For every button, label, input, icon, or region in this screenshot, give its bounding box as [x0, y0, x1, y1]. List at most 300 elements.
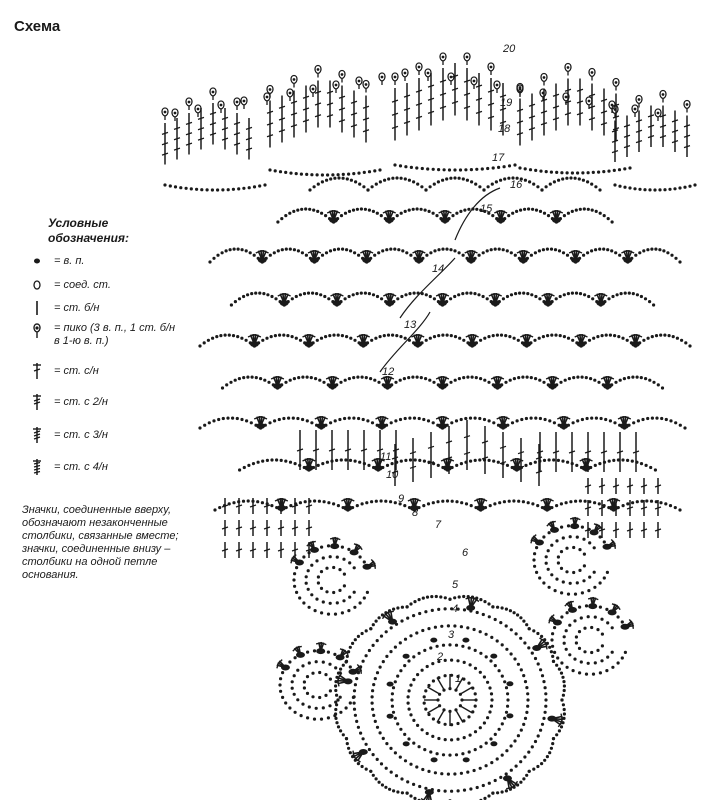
- chain-stitch: [565, 177, 568, 180]
- stitch-column: [636, 111, 642, 153]
- picot-icon: [392, 73, 398, 85]
- picot-icon: [310, 85, 316, 97]
- chain-stitch: [494, 664, 497, 667]
- chain-stitch: [263, 379, 266, 382]
- chain-stitch: [514, 292, 517, 295]
- chain-stitch: [278, 683, 281, 686]
- chain-stitch: [559, 295, 562, 298]
- chain-stitch: [498, 248, 501, 251]
- chain-stitch: [340, 214, 343, 217]
- chain-stitch: [320, 212, 323, 215]
- chain-stitch: [563, 708, 566, 711]
- picot-loop: [287, 89, 293, 101]
- chain-stitch: [579, 499, 582, 502]
- chain-stitch: [531, 502, 534, 505]
- picot-dot: [634, 108, 637, 111]
- chain-stitch: [566, 254, 569, 257]
- chain-stitch: [565, 648, 568, 651]
- picot-icon: [488, 63, 494, 75]
- stitch-cluster: [403, 654, 410, 659]
- chain-stitch: [582, 579, 585, 582]
- row-number: 14: [432, 263, 445, 275]
- chain-stitch: [225, 383, 228, 386]
- chain-stitch: [462, 339, 465, 342]
- chain-stitch: [456, 722, 459, 725]
- chain-stitch: [426, 665, 429, 668]
- chain-stitch: [526, 376, 529, 379]
- chain-stitch: [211, 337, 214, 340]
- chain-stitch: [212, 257, 215, 260]
- chain-stitch: [555, 539, 558, 542]
- chain-stitch: [596, 628, 599, 631]
- picot-icon: [416, 63, 422, 75]
- chain-stitch: [169, 184, 172, 187]
- chain-stitch: [638, 188, 641, 191]
- chain-stitch: [553, 651, 556, 654]
- legend-item-label: = ст. с 3/н: [54, 428, 108, 441]
- chain-stitch: [515, 210, 518, 213]
- chain-stitch: [341, 248, 344, 251]
- chain-stitch: [371, 185, 374, 188]
- chain-stitch: [369, 770, 372, 773]
- chain-stitch: [374, 720, 377, 723]
- chain-stitch: [575, 209, 578, 212]
- chain-stitch: [590, 651, 593, 654]
- picot-dot: [212, 91, 215, 94]
- chain-stitch: [552, 458, 555, 461]
- chain-stitch: [567, 212, 570, 215]
- chain-stitch: [609, 334, 612, 337]
- chain-stitch: [404, 177, 407, 180]
- chain-stitch: [486, 167, 489, 170]
- chain-stitch: [479, 598, 482, 601]
- picot-icon: [540, 89, 546, 101]
- chain-stitch: [324, 694, 327, 697]
- chain-stitch: [231, 417, 234, 420]
- chain-stitch: [539, 170, 542, 173]
- chain-stitch: [552, 737, 555, 740]
- chain-stitch: [362, 737, 365, 740]
- chain-stitch: [469, 787, 472, 790]
- chain-stitch: [409, 713, 412, 716]
- chain-stitch: [251, 376, 254, 379]
- chain-stitch: [664, 502, 667, 505]
- chain-stitch: [515, 632, 518, 635]
- chain-stitch: [448, 643, 451, 646]
- chain-stitch: [465, 502, 468, 505]
- chain-stitch: [558, 668, 561, 671]
- chain-stitch: [363, 560, 366, 563]
- chain-stitch: [566, 171, 569, 174]
- chain-stitch: [429, 337, 432, 340]
- chain-stitch: [360, 207, 363, 210]
- chain-stitch: [306, 419, 309, 422]
- stitch-column: [404, 83, 410, 136]
- chain-stitch: [336, 601, 339, 604]
- chain-stitch: [361, 632, 364, 635]
- chain-stitch: [598, 248, 601, 251]
- chain-stitch: [581, 591, 584, 594]
- chain-stitch: [581, 526, 584, 529]
- chain-stitch: [511, 421, 514, 424]
- chain-stitch: [514, 254, 517, 257]
- chain-stitch: [295, 337, 298, 340]
- chain-stitch: [659, 501, 662, 504]
- chain-stitch: [424, 377, 427, 380]
- chain-stitch: [562, 694, 565, 697]
- chain-stitch: [318, 696, 321, 699]
- chain-stitch: [545, 185, 548, 188]
- picot-loop: [218, 101, 224, 113]
- chain-stitch: [307, 588, 310, 591]
- chain-stitch: [449, 297, 452, 300]
- stitch-column: [641, 522, 647, 538]
- chain-stitch: [317, 581, 320, 584]
- chain-stitch: [338, 568, 341, 571]
- chain-stitch: [433, 297, 436, 300]
- stitch-fan: [588, 598, 598, 610]
- chain-stitch: [280, 217, 283, 220]
- chain-stitch: [576, 419, 579, 422]
- stitch-base: [603, 383, 612, 389]
- chain-stitch: [501, 643, 504, 646]
- chain-stitch: [618, 185, 621, 188]
- chain-stitch: [362, 660, 365, 663]
- stitch-top: [633, 623, 634, 629]
- chain-stitch: [302, 555, 305, 558]
- stitch-fan: [436, 294, 449, 306]
- note-line: значки, соединенные внизу –: [22, 543, 171, 555]
- chain-stitch: [307, 292, 310, 295]
- chain-stitch: [602, 248, 605, 251]
- chain-stitch: [525, 711, 528, 714]
- chain-stitch: [372, 644, 375, 647]
- chain-stitch: [550, 638, 553, 641]
- chain-stitch: [320, 337, 323, 340]
- chain-stitch: [357, 254, 360, 257]
- chain-stitch: [593, 586, 596, 589]
- stitch-base: [310, 257, 319, 263]
- chain-stitch: [406, 780, 409, 783]
- chain-stitch: [305, 582, 308, 585]
- chain-stitch: [392, 789, 395, 792]
- chain-stitch: [362, 418, 365, 421]
- chain-stitch: [456, 738, 459, 741]
- chain-stitch: [437, 334, 440, 337]
- chain-stitch: [296, 698, 299, 701]
- stitch-base: [362, 257, 371, 263]
- picot-loop: [315, 66, 321, 78]
- stitch-base: [548, 383, 557, 389]
- chain-stitch: [651, 335, 654, 338]
- chain-stitch: [518, 292, 521, 295]
- chain-stitch: [562, 580, 565, 583]
- chain-stitch: [491, 183, 494, 186]
- stitch-fan: [557, 417, 570, 429]
- chain-stitch: [499, 179, 502, 182]
- legend-item-label: = в. п.: [54, 254, 85, 267]
- chain-stitch: [587, 662, 590, 665]
- chain-stitch: [674, 421, 677, 424]
- chain-stitch: [680, 339, 683, 342]
- chain-stitch: [337, 334, 340, 337]
- stitch-column: [264, 520, 270, 536]
- picot-dot: [611, 104, 614, 107]
- stitch-column: [246, 118, 252, 160]
- chain-stitch: [614, 251, 617, 254]
- chain-stitch: [353, 566, 356, 569]
- chain-stitch: [498, 728, 501, 731]
- chain-stitch: [389, 650, 392, 653]
- chain-stitch: [213, 508, 216, 511]
- chain-stitch: [453, 249, 456, 252]
- stitch-fan: [520, 335, 533, 347]
- chain-stitch: [518, 166, 521, 169]
- chain-stitch: [322, 381, 325, 384]
- chain-stitch: [329, 249, 332, 252]
- chain-stitch: [461, 752, 464, 755]
- chain-stitch: [449, 177, 452, 180]
- chain-stitch: [412, 614, 415, 617]
- stitch-fan: [411, 335, 424, 347]
- chain-stitch: [599, 671, 602, 674]
- picot-icon: [315, 66, 321, 78]
- stitch-column: [174, 118, 180, 160]
- picot-icon: [655, 109, 661, 121]
- chain-stitch: [441, 334, 444, 337]
- chain-stitch: [221, 188, 224, 191]
- chain-stitch: [655, 417, 658, 420]
- chain-stitch: [415, 631, 418, 634]
- chain-stitch: [297, 249, 300, 252]
- chain-stitch: [536, 185, 539, 188]
- chain-stitch: [424, 188, 427, 191]
- stitch-base: [388, 619, 397, 625]
- stitch-column: [482, 426, 488, 474]
- chain-stitch: [554, 248, 557, 251]
- chain-stitch: [589, 377, 592, 380]
- chain-stitch: [427, 502, 430, 505]
- chain-stitch: [483, 675, 486, 678]
- chain-stitch: [303, 292, 306, 295]
- chain-stitch: [459, 210, 462, 213]
- chain-stitch: [524, 464, 527, 467]
- chain-stitch: [587, 171, 590, 174]
- chain-stitch: [198, 426, 201, 429]
- chain-stitch: [524, 167, 527, 170]
- chain-stitch: [531, 208, 534, 211]
- chain-stitch: [513, 377, 516, 380]
- chain-stitch: [348, 377, 351, 380]
- chain-stitch: [574, 500, 577, 503]
- chain-stitch: [542, 381, 545, 384]
- chain-stitch: [469, 292, 472, 295]
- picot-icon: [162, 108, 168, 120]
- chain-stitch: [648, 188, 651, 191]
- chain-stitch: [510, 744, 513, 747]
- picot-dot: [657, 112, 660, 115]
- chain-stitch: [408, 209, 411, 212]
- stitch-base: [296, 652, 305, 658]
- chain-stitch: [530, 376, 533, 379]
- picot-icon: [565, 64, 571, 76]
- stitch-fan: [497, 417, 510, 429]
- stitch-base: [552, 217, 561, 223]
- chain-stitch: [406, 617, 409, 620]
- chain-stitch: [487, 335, 490, 338]
- chain-stitch: [374, 337, 377, 340]
- chain-stitch: [550, 248, 553, 251]
- chain-stitch: [418, 598, 421, 601]
- stitch-fan: [338, 673, 353, 686]
- chain-stitch: [496, 757, 499, 760]
- chain-stitch: [403, 664, 406, 667]
- chain-stitch: [477, 293, 480, 296]
- chain-stitch: [693, 183, 696, 186]
- chain-stitch: [479, 377, 482, 380]
- picot-icon: [241, 97, 247, 109]
- chain-stitch: [599, 212, 602, 215]
- chain-stitch: [534, 417, 537, 420]
- chain-stitch: [342, 733, 345, 736]
- chain-stitch: [295, 591, 298, 594]
- chain-stitch: [226, 417, 229, 420]
- picot-dot: [317, 68, 320, 71]
- chain-stitch: [601, 633, 604, 636]
- chain-stitch: [282, 334, 285, 337]
- chain-stitch: [412, 180, 415, 183]
- stitch-fan: [303, 459, 316, 471]
- row-number: 17: [492, 152, 505, 164]
- chain-stitch: [548, 531, 551, 534]
- chain-stitch: [261, 501, 264, 504]
- chain-stitch: [594, 185, 597, 188]
- chain-stitch: [367, 464, 370, 467]
- chain-stitch: [424, 787, 427, 790]
- chain-stitch: [385, 248, 388, 251]
- picot-loop: [234, 98, 240, 110]
- chain-stitch: [423, 702, 426, 705]
- chain-stitch: [395, 774, 398, 777]
- chain-stitch: [366, 188, 369, 191]
- chain-stitch: [491, 792, 494, 795]
- chain-stitch: [565, 501, 568, 504]
- stitch-column: [236, 542, 242, 558]
- chain-stitch: [674, 257, 677, 260]
- stitch-base: [343, 505, 352, 511]
- chain-stitch: [526, 705, 529, 708]
- picot-loop: [540, 89, 546, 101]
- chain-stitch: [349, 337, 352, 340]
- stitch-column: [363, 96, 369, 143]
- stitch-column: [222, 520, 228, 536]
- chain-stitch: [457, 789, 460, 792]
- chain-stitch: [586, 251, 589, 254]
- chain-stitch: [576, 376, 579, 379]
- chain-stitch: [339, 729, 342, 732]
- chain-stitch: [545, 170, 548, 173]
- chain-stitch: [301, 418, 304, 421]
- chain-stitch: [364, 292, 367, 295]
- chain-stitch: [611, 651, 614, 654]
- chain-stitch: [604, 418, 607, 421]
- chain-stitch: [669, 504, 672, 507]
- chain-stitch: [385, 630, 388, 633]
- stitch-fan: [629, 335, 642, 347]
- picot-loop: [264, 93, 270, 105]
- chain-stitch: [482, 188, 485, 191]
- chain-stitch: [399, 335, 402, 338]
- chain-stitch: [423, 748, 426, 751]
- chain-stitch: [497, 166, 500, 169]
- stitch-base: [385, 217, 394, 223]
- legend-item-label: = ст. с/н: [54, 364, 99, 377]
- stitch-cluster: [506, 713, 513, 718]
- chain-stitch: [345, 706, 348, 709]
- chain-stitch: [541, 723, 544, 726]
- stitch-fan: [350, 544, 363, 556]
- picot-icon: [684, 101, 690, 113]
- chain-stitch: [506, 464, 509, 467]
- stitch-fan: [316, 643, 326, 655]
- picot-dot: [236, 101, 239, 104]
- chain-stitch: [460, 501, 463, 504]
- picot-dot: [567, 66, 570, 69]
- chain-stitch: [679, 424, 682, 427]
- chain-stitch: [560, 725, 563, 728]
- chain-stitch: [565, 570, 568, 573]
- chain-stitch: [580, 616, 583, 619]
- stitch-base: [363, 564, 372, 570]
- chain-stitch: [380, 297, 383, 300]
- chain-stitch: [520, 418, 523, 421]
- chain-stitch: [412, 783, 415, 786]
- picot-icon: [613, 79, 619, 91]
- stitch-base: [493, 383, 502, 389]
- chain-stitch: [389, 500, 392, 503]
- chain-stitch: [466, 376, 469, 379]
- chain-stitch: [442, 644, 445, 647]
- chain-stitch: [536, 765, 539, 768]
- stitch-base: [438, 300, 447, 306]
- chain-stitch: [590, 626, 593, 629]
- chain-stitch: [453, 624, 456, 627]
- chain-stitch: [528, 770, 531, 773]
- stitch-top: [296, 646, 302, 647]
- chain-stitch: [478, 254, 481, 257]
- stitch-column: [393, 430, 399, 470]
- chain-stitch: [581, 418, 584, 421]
- stitch-fan: [542, 294, 555, 306]
- chain-stitch: [544, 711, 547, 714]
- picot-loop: [333, 81, 339, 93]
- chain-stitch: [474, 459, 477, 462]
- chain-stitch: [494, 248, 497, 251]
- chain-stitch: [536, 504, 539, 507]
- chain-stitch: [396, 214, 399, 217]
- chain-stitch: [499, 621, 502, 624]
- chain-stitch: [501, 722, 504, 725]
- chain-stitch: [422, 418, 425, 421]
- chain-stitch: [642, 339, 645, 342]
- chain-stitch: [660, 417, 663, 420]
- chain-stitch: [619, 379, 622, 382]
- chain-stitch: [353, 702, 356, 705]
- stitch-cluster: [506, 681, 513, 686]
- stitch-column: [303, 86, 309, 133]
- stitch-fan: [494, 211, 507, 223]
- chain-stitch: [437, 168, 440, 171]
